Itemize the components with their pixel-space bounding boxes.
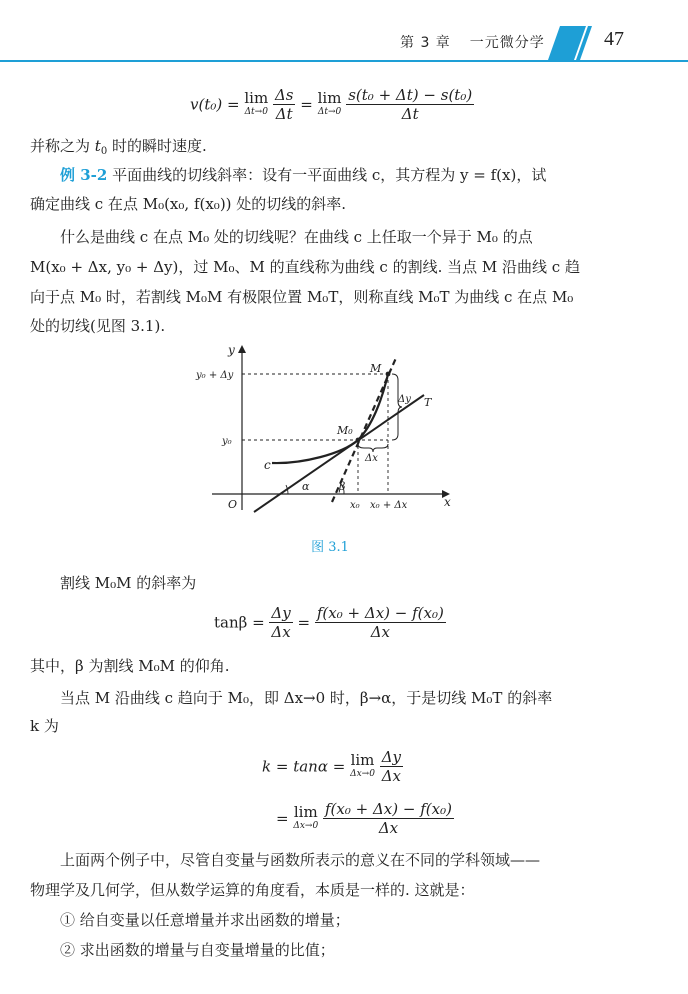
example-line-1 (60, 165, 546, 185)
fraction-denominator: Δx (315, 622, 446, 641)
label-delta-y: Δy (398, 394, 411, 405)
point-m0 (356, 438, 361, 443)
fraction-ds-dt (273, 86, 296, 123)
paragraph-secant-slope: 割线 M₀M 的斜率为 (60, 574, 197, 592)
label-y0: y₀ (222, 436, 232, 447)
brace-delta-x-icon (358, 444, 388, 452)
lim-subscript: Δt→0 (244, 106, 268, 117)
formula-k-limit-difference (276, 800, 454, 837)
curve-c (272, 374, 388, 463)
limit-operator (244, 88, 269, 119)
limit-operator (350, 750, 375, 781)
label-x0-plus-dx: x₀ + Δx (370, 500, 408, 511)
formula-instantaneous-velocity (190, 86, 474, 123)
paragraph-tangent-line-3: 向于点 M₀ 时，若割线 M₀M 有极限位置 M₀T，则称直线 M₀T 为曲线 c 在点 M₀ (30, 288, 574, 306)
label-point-m: M (370, 362, 382, 375)
limit-operator (293, 802, 319, 833)
fraction-denominator: Δt (273, 104, 296, 123)
paragraph-tangent-line-4: 处的切线(见图 3.1). (30, 317, 166, 335)
step-1: ① 给自变量以任意增量并求出函数的增量； (60, 911, 350, 929)
label-origin: O (228, 498, 238, 511)
paragraph-tangent-line-1: 什么是曲线 c 在点 M₀ 处的切线呢？在曲线 c 上任取一个异于 M₀ 的点 (60, 228, 533, 246)
label-curve-c: c (264, 458, 271, 472)
lim-subscript: Δx→0 (350, 768, 375, 779)
paragraph-limit-line-1: 当点 M 沿曲线 c 趋向于 M₀，即 Δx→0 时，β→α，于是切线 M₀T 的斜率 (60, 689, 553, 707)
example-line-2: 确定曲线 c 在点 M₀(x₀, f(x₀)) 处的切线的斜率. (30, 195, 347, 213)
paragraph-summary-line-2: 物理学及几何学，但从数学运算的角度看，本质是一样的. 这就是： (30, 881, 475, 899)
chapter-title: 一元微分学 (469, 35, 545, 51)
label-tangent-t: T (424, 396, 432, 409)
lim-word: lim (350, 750, 375, 769)
equals-sign: = (297, 613, 311, 632)
example-text: 平面曲线的切线斜率：设有一平面曲线 c，其方程为 y = f(x)，试 (107, 166, 547, 184)
header-band (0, 22, 688, 64)
fraction-numerator: Δy (271, 604, 291, 622)
fraction-numerator: f(x₀ + Δx) − f(x₀) (324, 800, 452, 818)
lim-word: lim (244, 88, 269, 107)
fraction-f-difference (315, 604, 446, 641)
lim-subscript: Δt→0 (317, 106, 342, 117)
fraction-numerator: f(x₀ + Δx) − f(x₀) (316, 604, 444, 622)
fraction-denominator: Δt (346, 104, 474, 123)
formula-lhs: tanβ = (214, 613, 265, 632)
formula-lhs: k = tanα = (262, 757, 346, 776)
fraction-denominator: Δx (323, 818, 454, 837)
label-delta-x: Δx (365, 453, 378, 464)
header-rule (0, 60, 688, 62)
lim-word: lim (317, 88, 342, 107)
formula-k-tan-alpha (262, 748, 403, 785)
label-point-m0: M₀ (337, 424, 353, 437)
formula-lhs: v(t₀) = (190, 95, 240, 114)
fraction-denominator: Δx (380, 766, 403, 785)
equals-sign: = (300, 95, 313, 114)
formula-tan-beta (214, 604, 446, 641)
fraction-s-difference (346, 86, 474, 123)
paragraph-summary-line-1: 上面两个例子中，尽管自变量与函数所表示的意义在不同的学科领域—— (60, 851, 541, 869)
paragraph-beta-angle: 其中，β 为割线 M₀M 的仰角. (30, 657, 230, 675)
lim-word: lim (293, 802, 318, 821)
paragraph-limit-line-2: k 为 (30, 717, 59, 735)
label-alpha: α (302, 480, 310, 493)
fraction-denominator: Δx (269, 622, 292, 641)
fraction-f-difference (323, 800, 454, 837)
label-y-axis: y (228, 343, 235, 357)
figure-caption: 图 3.1 (311, 540, 349, 555)
step-2: ② 求出函数的增量与自变量增量的比值； (60, 941, 335, 959)
fraction-numerator: Δy (381, 748, 402, 766)
label-x0: x₀ (350, 500, 360, 511)
figure-secant-tangent (192, 340, 462, 520)
text-segment: 时的瞬时速度. (107, 137, 207, 155)
formula-lhs: = (276, 809, 289, 828)
label-beta: β (339, 480, 346, 493)
fraction-numerator: s(t₀ + Δt) − s(t₀) (348, 86, 473, 104)
lim-subscript: Δx→0 (293, 820, 319, 831)
page-number: 47 (604, 28, 624, 50)
limit-operator (317, 88, 342, 119)
label-x-axis: x (444, 495, 451, 509)
paragraph-tangent-line-2: M(x₀ + Δx, y₀ + Δy)，过 M₀、M 的直线称为曲线 c 的割线. 当点 M 沿曲线 c 趋 (30, 258, 580, 276)
brace-delta-y-icon (392, 374, 402, 440)
chapter-heading (400, 32, 550, 52)
text-segment: 并称之为 (30, 137, 95, 155)
label-y0-plus-dy: y₀ + Δy (196, 370, 234, 381)
fraction-numerator: Δs (274, 86, 294, 104)
point-m (386, 372, 391, 377)
paragraph-instant-velocity: 并称之为 $t_0$ 时的瞬时速度. (30, 137, 207, 157)
text-t0: t (94, 137, 101, 155)
y-axis-arrow-icon (238, 345, 246, 353)
fraction-dy-dx (269, 604, 292, 641)
example-label: 例 3-2 (60, 166, 108, 184)
fraction-dy-dx (380, 748, 403, 785)
chapter-number: 第 3 章 (400, 35, 451, 51)
